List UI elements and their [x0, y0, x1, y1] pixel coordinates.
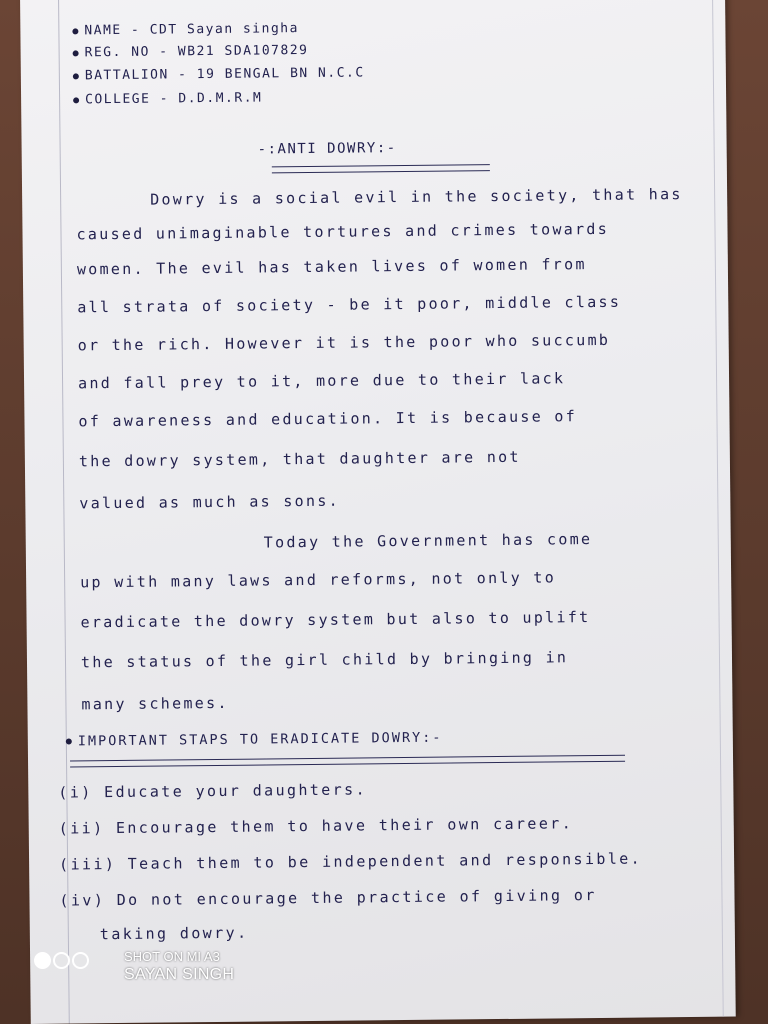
bullet-icon [73, 73, 79, 79]
paragraph-line: all strata of society - be it poor, middle class [77, 292, 622, 317]
steps-heading-underline-second [70, 761, 625, 768]
title-underline [272, 164, 490, 167]
bullet-icon [72, 28, 78, 34]
right-margin-line [712, 0, 724, 1017]
bullet-icon [66, 738, 72, 744]
watermark-ring-icon [72, 952, 89, 969]
bullet-icon [73, 97, 79, 103]
college-text: COLLEGE - D.D.M.R.M [85, 90, 263, 108]
name-text: NAME - CDT Sayan singha [84, 21, 299, 39]
steps-heading-text: IMPORTANT STAPS TO ERADICATE DOWRY:- [77, 729, 443, 750]
college-row [73, 90, 262, 107]
step-item: (iii) Teach them to be independent and responsible. [59, 849, 643, 874]
paragraph-line: and fall prey to it, more due to their lack [77, 369, 566, 393]
watermark-owner: SAYAN SINGH [124, 966, 235, 983]
paragraph-line: Dowry is a social evil in the society, that has [150, 185, 683, 209]
paragraph-line: many schemes. [81, 693, 229, 714]
paragraph-line: of awareness and education. It is because of [78, 407, 578, 431]
reg-no-text: REG. NO - WB21 SDA107829 [84, 42, 309, 61]
paragraph-line: valued as much as sons. [79, 491, 341, 513]
steps-heading-underline [70, 755, 625, 762]
step-item: (iv) Do not encourage the practice of giving or [59, 886, 597, 910]
step-item: (i) Educate your daughters. [58, 780, 368, 802]
watermark-device: SHOT ON MI A3 [124, 949, 220, 964]
camera-watermark [34, 949, 235, 983]
name-row [72, 21, 299, 38]
paragraph-line: Today the Government has come [263, 530, 593, 552]
battalion-row [73, 65, 365, 83]
paragraph-line: up with many laws and reforms, not only to [80, 568, 557, 592]
paragraph-line: the status of the girl child by bringing in [80, 648, 569, 672]
paragraph-line: or the rich. However it is the poor who succumb [77, 330, 611, 355]
reg-no-row [73, 43, 309, 60]
watermark-text [124, 949, 234, 984]
paragraph-line: the dowry system, that daughter are not [78, 447, 521, 471]
steps-heading [66, 730, 443, 750]
watermark-ring-icon [53, 952, 70, 969]
step-item-continued: taking dowry. [99, 923, 249, 944]
bullet-icon [73, 50, 79, 56]
paragraph-line: women. The evil has taken lives of women from [76, 255, 587, 279]
essay-title: -:ANTI DOWRY:- [257, 140, 397, 158]
title-underline-second [272, 170, 490, 173]
paragraph-line: eradicate the dowry system but also to uplift [80, 608, 591, 632]
step-item: (ii) Encourage them to have their own career. [58, 814, 574, 838]
watermark-dot-icon [34, 952, 51, 969]
paragraph-line: caused unimaginable tortures and crimes towards [76, 219, 610, 244]
notebook-page [20, 0, 736, 1024]
battalion-text: BATTALION - 19 BENGAL BN N.C.C [84, 65, 365, 84]
